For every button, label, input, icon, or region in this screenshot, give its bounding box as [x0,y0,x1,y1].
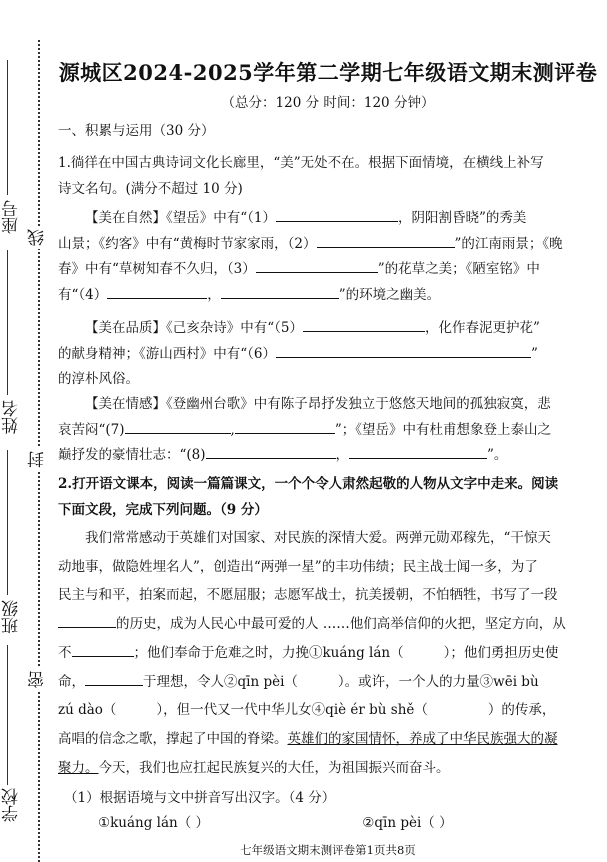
emotion-text-5: 巅抒发的豪情壮志：“(8) [58,447,206,463]
quality-text-5: 的淳朴风俗。 [58,371,139,387]
class-underline [7,450,8,595]
q2-passage [58,524,586,782]
school-underline [7,645,8,785]
nature-text-1: 《望岳》中有“（1） [166,210,276,226]
blank-7a[interactable] [125,419,231,434]
passage-line-6a: 命， [58,673,85,690]
emotion-text-1: 《登幽州台歌》中有陈子昂抒发独立于悠悠天地间的孤独寂寞，悲 [166,396,551,412]
emotion-label: 【美在情感】 [85,396,166,412]
nature-text-5: 春》中有“草树知春不久归，（3） [58,261,256,277]
answer-slot-1[interactable]: ①kuáng lán（ ） [98,815,210,831]
seat-underline [7,60,8,195]
passage-line-6b: 于理想，令人②qīn pèi（ [143,673,298,690]
answer-slot-2[interactable]: ②qīn pèi（ ） [362,815,453,831]
q1-stem [58,151,586,202]
nature-text-8: ， [207,286,221,303]
passage-line-9: 今天，我们也应扛起民族复兴的大任，为祖国振兴而奋斗。 [98,759,450,776]
passage-blank-3[interactable] [85,671,143,686]
passage-line-4: 的历史，成为人民心中最可爱的人 ……他们高举信仰的火把，坚定方向，从 [116,616,566,633]
blank-6[interactable] [276,343,531,358]
q2-stem-line2: 下面文段，完成下列问题。（9 分） [58,501,268,518]
blank-2[interactable] [317,233,455,248]
blank-8a[interactable] [206,444,336,459]
underlined-sentence-part2: 聚力。 [58,759,99,776]
passage-line-5a: 不 [58,644,72,661]
quality-text-2: ，化作春泥更护花” [425,320,540,336]
nature-text-4: ”的江南雨景；《晚 [454,235,563,252]
quality-text-3: 的献身精神；《游山西村》中有“（6） [58,345,276,362]
quality-text-4: ” [531,345,538,362]
seal-word-xian: 线 [30,226,47,249]
q2-stem [58,472,586,523]
emotion-text-4: ”；《望岳》中有杜甫想象登上泰山之 [334,421,551,438]
seat-label: 座号 [2,200,22,234]
underlined-sentence-part1: 英雄们的家国情怀，养成了中华民族强大的凝 [287,730,558,747]
blank-4a[interactable] [107,284,207,299]
q1-quality-paragraph [58,316,586,393]
quality-label: 【美在品质】 [85,320,166,336]
emotion-text-7: ”。 [487,447,508,463]
nature-text-6: ”的花草之美；《陋室铭》中 [377,261,540,277]
passage-line-3: 民主与和平，拍案而起，不愿屈服；志愿军战士，抗美援朝，不怕牺牲，书写了一段 [58,587,558,604]
q2-stem-line1: 2.打开语文课本，阅读一篇篇课文，一个个令人肃然起敬的人物从文字中走来。阅读 [58,476,559,492]
name-underline [7,250,8,395]
passage-line-7c: ）的传承， [487,702,556,719]
blank-5[interactable] [303,317,425,332]
nature-text-2: ，阴阳割昏晓”的秀美 [398,210,527,226]
school-label: 学校 [2,788,22,822]
passage-blank-1[interactable] [58,613,116,628]
passage-line-5c: ）；他们勇担历史使 [443,644,559,661]
passage-line-2: 动地事，做隐姓埋名人”，创造出“两弹一星”的丰功伟绩；民主战士闻一多，为了 [58,558,538,575]
emotion-text-3: , [230,421,235,438]
name-label: 姓名 [2,400,22,434]
emotion-text-2: 哀苦闷“(7) [58,421,125,438]
passage-blank-2[interactable] [72,642,134,657]
blank-3[interactable] [256,258,378,273]
blank-1[interactable] [276,207,398,222]
q2-sub1-prompt: （1）根据语境与文中拼音写出汉字。（4 分） [64,790,336,806]
q2-sub1 [58,786,586,812]
nature-label: 【美在自然】 [85,210,166,226]
passage-line-1: 我们常常感动于英雄们对国家、对民族的深情大爱。两弹元勋邓稼先，“干惊天 [85,530,551,546]
passage-line-6c: ）。或许，一个人的力量③wēi bù [337,673,539,690]
emotion-text-6: ， [335,447,350,463]
passage-line-8a: 高唱的信念之歌，撑起了中国的脊梁。 [58,730,288,747]
seal-word-mi: 密 [30,668,47,691]
binding-margin [0,0,58,862]
q1-nature-paragraph [58,206,586,308]
nature-text-7: 有“（4） [58,286,108,303]
passage-line-5b: ；他们奉命于危难之时，力挽①kuáng lán（ [133,644,404,661]
nature-text-9: ”的环境之幽美。 [338,286,441,303]
passage-line-7a: zú dào（ [58,702,117,719]
blank-4b[interactable] [221,284,339,299]
quality-text-1: 《己亥杂诗》中有“（5） [166,320,303,336]
q1-stem-line2: 诗文名句。(满分不超过 10 分) [58,180,243,197]
q1-emotion-paragraph [58,392,586,469]
nature-text-3: 山景；《约客》中有“黄梅时节家家雨，（2） [58,235,317,252]
q1-stem-line1: 1.徜徉在中国古典诗词文化长廊里，“美”无处不在。根据下面情境，在横线上补写 [58,155,544,171]
passage-line-7b: ），但一代又一代中华儿女④qiè ér bù shě（ [156,702,428,719]
q2-sub1-answers [58,811,586,837]
page-footer: 七年级语文期末测评卷第1页共8页 [240,843,416,857]
blank-8b[interactable] [349,444,487,459]
page-title: 源城区2024-2025学年第二学期七年级语文期末测评卷 [58,60,598,85]
class-label: 班级 [2,600,22,634]
section1-heading: 一、积累与运用（30 分） [58,123,215,139]
blank-7b[interactable] [235,419,335,434]
seal-word-feng: 封 [30,448,47,471]
page-subtitle: （总分：120 分 时间：120 分钟） [221,95,435,111]
